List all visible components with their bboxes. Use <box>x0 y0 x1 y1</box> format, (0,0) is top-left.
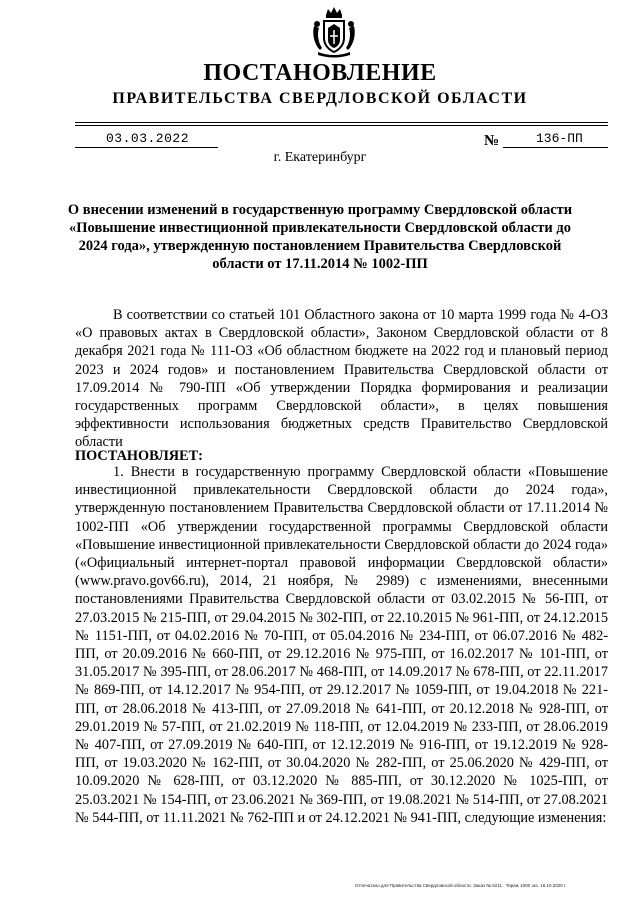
print-footer: Отпечатано для Правительства Свердловской области. Заказ № 6211 . Тираж 1000 экз. 16.10.2020 г. <box>355 883 567 888</box>
document-city: г. Екатеринбург <box>273 150 367 165</box>
preamble-text: В соответствии со статьей 101 Областного закона от 10 марта 1999 года № 4-ОЗ «О правовых актах в Свердловской области», Законом Свердловской области от 8 декабря 2021 года № 111-ОЗ «Об областном бюджете на 2022 год и плановый период 2023 и 2024 годов» и постановлением Правительства Свердловской области от 17.09.2014 № 790-ПП «Об утверждении Порядка формирования и реализации государственных программ Свердловской области», в целях повышения эффективности использования бюджетных средств Правительство Свердловской области <box>75 307 608 451</box>
document-number: 136-ПП <box>536 131 583 146</box>
header-separator-top <box>75 122 608 123</box>
header-separator-bottom <box>75 125 608 126</box>
document-type-title: ПОСТАНОВЛЕНИЕ <box>203 60 437 86</box>
document-date: 03.03.2022 <box>106 131 190 146</box>
sverdlovsk-coat-of-arms-icon <box>310 6 358 58</box>
issuer-subtitle: ПРАВИТЕЛЬСТВА СВЕРДЛОВСКОЙ ОБЛАСТИ <box>112 90 528 107</box>
decree-word: ПОСТАНОВЛЯЕТ: <box>75 448 203 464</box>
number-underline <box>503 147 608 148</box>
item-1-text: 1. Внести в государственную программу Свердловской области «Повышение инвестиционной привлекательности Свердловской области до 2024 года», утвержденную постановлением Правительства Свердловской области от 17.11.2014 № 1002-ПП «Об утверждении государственной программы Свердловской области «Повышение инвестиционной привлекательности Свердловской области до 2024 года» («Официальный интернет-портал правовой информации Свердловской области» (www.pravo.gov66.ru), 2014, 21 ноября, № 2989) с изменениями, внесенными постановлениями Правительства Свердловской области от 03.02.2015 № 56-ПП, от 27.03.2015 № 215-ПП, от 29.04.2015 № 302-ПП, от 22.10.2015 № 961-ПП, от 24.12.2015 № 1151-ПП, от 04.02.2016 № 70-ПП, от 05.04.2016 № 234-ПП, от 06.07.2016 № 482-ПП, от 20.09.2016 № 660-ПП, от 29.12.2016 № 975-ПП, от 16.02.2017 № 101-ПП, от 31.05.2017 № 395-ПП, от 28.06.2017 № 468-ПП, от 14.09.2017 № 678-ПП, от 22.11.2017 № 869-ПП, от 14.12.2017 № 954-ПП, от 29.12.2017 № 1059-ПП, от 19.04.2018 № 221-ПП, от 28.06.2018 № 413-ПП, от 27.09.2018 № 641-ПП, от 20.12.2018 № 928-ПП, от 29.01.2019 № 57-ПП, от 21.02.2019 № 118-ПП, от 12.04.2019 № 233-ПП, от 28.06.2019 № 407-ПП, от 27.09.2019 № 640-ПП, от 12.12.2019 № 916-ПП, от 19.12.2019 № 928-ПП, от 19.03.2020 № 162-ПП, от 30.04.2020 № 282-ПП, от 25.06.2020 № 429-ПП, от 10.09.2020 № 628-ПП, от 03.12.2020 № 885-ПП, от 30.12.2020 № 1025-ПП, от 25.03.2021 № 154-ПП, от 23.06.2021 № 369-ПП, от 19.08.2021 № 514-ПП, от 27.08.2021 № 544-ПП, от 11.11.2021 № 762-ПП и от 24.12.2021 № 941-ПП, следующие изменения: <box>75 464 608 826</box>
number-label: № <box>484 133 500 149</box>
item-1-paragraph <box>75 463 608 827</box>
document-title: О внесении изменений в государственную программу Свердловской области «Повышение инвестиционной привлекательности Свердловской области до 2024 года», утвержденную постановлением Правительства Свердловской области от 17.11.2014 № 1002-ПП <box>67 202 573 272</box>
preamble-paragraph <box>75 306 608 452</box>
date-underline <box>75 147 218 148</box>
